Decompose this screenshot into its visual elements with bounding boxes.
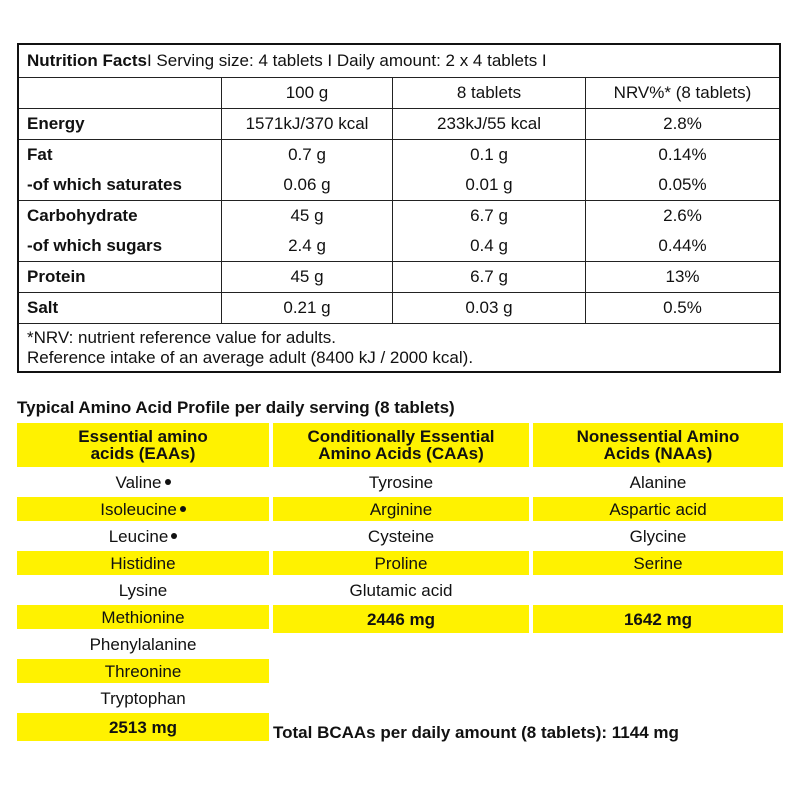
naa-item: Glycine: [629, 526, 687, 546]
bcaa-marker-icon: [165, 479, 171, 485]
naa-item: Aspartic acid: [609, 499, 707, 519]
header-nrv: NRV%* (8 tablets): [613, 83, 752, 102]
row-per100: 45 g: [290, 267, 324, 286]
bcaa-marker-icon: [171, 533, 177, 539]
list-item: [273, 551, 529, 575]
header-100g: 100 g: [285, 83, 329, 102]
row-nrv: 2.8%: [663, 114, 702, 133]
row-label: -of which sugars: [27, 236, 163, 255]
header-8-tablets: 8 tablets: [456, 83, 522, 102]
bcaa-total: Total BCAAs per daily amount (8 tablets): 1144 mg: [273, 723, 679, 742]
nutrition-title-row: [19, 45, 779, 77]
row-per8: 0.03 g: [465, 298, 513, 317]
row-per8: 0.1 g: [470, 145, 508, 164]
bcaa-marker-icon: [180, 506, 186, 512]
eaa-item: Threonine: [104, 661, 182, 681]
table-row: [19, 262, 779, 292]
list-item: [17, 497, 269, 521]
caa-total: 2446 mg: [273, 605, 529, 633]
eaa-item: Phenylalanine: [89, 634, 197, 654]
nutrition-header-row: [19, 78, 779, 108]
eaa-header-line2: acids (EAAs): [90, 444, 196, 463]
nutrition-title-bold: Nutrition Facts: [27, 51, 147, 70]
list-item: [17, 659, 269, 683]
caa-header-line1: Conditionally Essential: [307, 427, 495, 446]
nrv-footnote: *NRV: nutrient reference value for adults.: [27, 328, 336, 347]
list-item: [17, 605, 269, 629]
row-per100: 45 g: [290, 206, 324, 225]
list-item: [273, 470, 529, 494]
naa-total: 1642 mg: [533, 605, 783, 633]
row-nrv: 0.05%: [658, 175, 707, 194]
row-per8: 0.4 g: [470, 236, 508, 255]
row-per100: 0.06 g: [283, 175, 331, 194]
row-label: Protein: [27, 267, 86, 286]
list-item: [273, 524, 529, 548]
caa-item: Proline: [374, 553, 428, 573]
row-nrv: 0.44%: [658, 236, 707, 255]
table-row: [19, 201, 779, 231]
eaa-item: Lysine: [118, 580, 168, 600]
row-label: Salt: [27, 298, 59, 317]
nutrition-serving-info: I Serving size: 4 tablets I Daily amount: 2 x 4 tablets I: [146, 51, 547, 70]
eaa-item: Isoleucine: [100, 499, 177, 519]
row-per100: 0.21 g: [283, 298, 331, 317]
row-per8: 0.01 g: [465, 175, 513, 194]
row-label: Energy: [27, 114, 85, 133]
eaa-item: Valine: [115, 472, 162, 492]
list-item: [17, 632, 269, 656]
row-per100: 1571kJ/370 kcal: [245, 114, 369, 133]
list-item: [533, 470, 783, 494]
row-per100: 2.4 g: [288, 236, 326, 255]
caa-item: Glutamic acid: [349, 580, 453, 600]
row-nrv: 0.14%: [658, 145, 707, 164]
caa-header: [273, 423, 529, 467]
row-label: Fat: [27, 145, 53, 164]
row-nrv: 2.6%: [663, 206, 702, 225]
list-item: [533, 497, 783, 521]
list-item: [533, 551, 783, 575]
nutrition-facts-table: [17, 43, 781, 373]
table-row: [19, 293, 779, 323]
list-item: [533, 524, 783, 548]
row-nrv: 0.5%: [663, 298, 702, 317]
row-per100: 0.7 g: [288, 145, 326, 164]
row-nrv: 13%: [665, 267, 700, 286]
list-item: [17, 470, 269, 494]
list-item: [17, 551, 269, 575]
eaa-item: Leucine: [108, 526, 169, 546]
reference-intake-note: Reference intake of an average adult (8400 kJ / 2000 kcal).: [27, 348, 474, 367]
eaa-header: [17, 423, 269, 467]
naa-item: Serine: [633, 553, 683, 573]
row-per8: 6.7 g: [470, 267, 508, 286]
list-item: [17, 524, 269, 548]
list-item: [17, 686, 269, 710]
row-per8: 233kJ/55 kcal: [437, 114, 541, 133]
eaa-total: 2513 mg: [17, 713, 269, 741]
row-label: -of which saturates: [27, 175, 182, 194]
eaa-item: Histidine: [110, 553, 176, 573]
list-item: [273, 578, 529, 602]
amino-profile-title: Typical Amino Acid Profile per daily serving (8 tablets): [17, 398, 455, 417]
naa-item: Alanine: [629, 472, 687, 492]
caa-header-line2: Amino Acids (CAAs): [318, 444, 484, 463]
table-row: [19, 170, 779, 200]
eaa-item: Methionine: [101, 607, 185, 627]
table-row: [19, 140, 779, 170]
naa-header-line2: Acids (NAAs): [603, 444, 713, 463]
eaa-item: Tryptophan: [100, 688, 186, 708]
naa-header-line1: Nonessential Amino: [576, 427, 740, 446]
caa-item: Arginine: [369, 499, 433, 519]
row-per8: 6.7 g: [470, 206, 508, 225]
caa-item: Cysteine: [367, 526, 435, 546]
row-label: Carbohydrate: [27, 206, 138, 225]
nutrition-title: [27, 45, 547, 77]
table-row: [19, 231, 779, 261]
naa-header: [533, 423, 783, 467]
list-item: [273, 497, 529, 521]
caa-item: Tyrosine: [368, 472, 434, 492]
table-row: [19, 109, 779, 139]
list-item: [17, 578, 269, 602]
eaa-header-line1: Essential amino: [78, 427, 208, 446]
